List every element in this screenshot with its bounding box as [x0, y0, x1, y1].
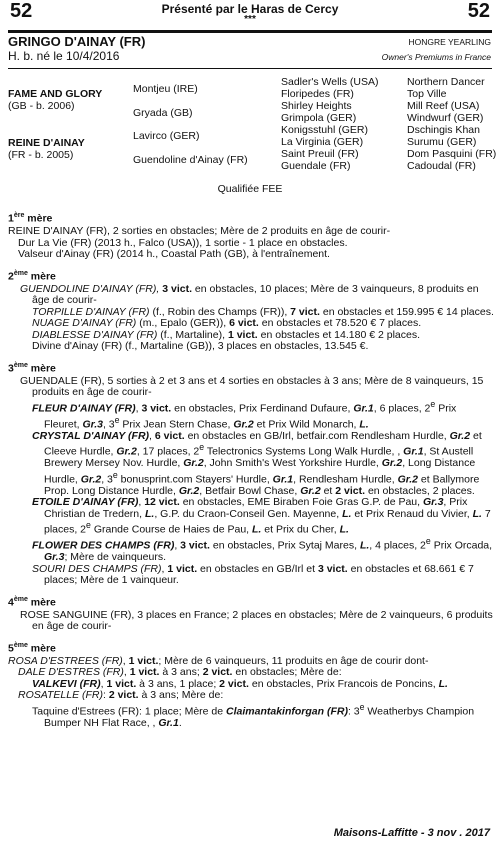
dam-record: ROSA D'ESTREES (FR), 1 vict.; Mère de 6 vainqueurs, 11 produits en âge de courir dont-: [8, 654, 429, 667]
gen4-item: Cadoudal (FR): [407, 160, 476, 172]
section-heading-1st-dam: 1ère mère: [8, 212, 53, 225]
gen4-item: Mill Reef (USA): [407, 100, 480, 112]
header-rule: [8, 68, 492, 69]
produce-record: Valseur d'Ainay (FR) (2014 h., Coastal Path (GB), à l'entraînement.: [18, 248, 330, 260]
sire-detail: (GB - b. 2006): [8, 100, 75, 112]
gen2-item: Lavirco (GER): [133, 130, 200, 142]
produce-record: CRYSTAL D'AINAY (FR), 6 vict. en obstacles en GB/Irl, betfair.com Rendlesham Hurdle, Gr.2 et Cleeve Hurdle, Gr.2, 17 places, 2e Telectronics Systems Long Walk Hurdle, , Gr.1, St Austell Brewery Mersey Nov. Hurdle, Gr.2, John Smith's West Yorkshire Hurdle, Gr.2, Long Distance Hurdle, Gr.2, 3e bonusprint.com Stayers' Hurdle, Gr.1, Rendlesham Hurdle, Gr.2 et Ballymore Prop. Long Distance Hurdle, Gr.2, Betfair Bowl Chase, Gr.2 et 2 vict. en obstacles, 2 places.: [32, 429, 482, 497]
top-rule: [8, 30, 492, 33]
produce-record: FLEUR D'AINAY (FR), 3 vict. en obstacles, Prix Ferdinand Dufaure, Gr.1, 6 places, 2e Prix Fleuret, Gr.3, 3e Prix Jean Stern Chase, Gr.2 et Prix Wild Monarch, L.: [32, 398, 457, 430]
dam-record: REINE D'AINAY (FR), 2 sorties en obstacles; Mère de 2 produits en âge de courir-: [8, 225, 391, 237]
section-heading-2nd-dam: 2ème mère: [8, 269, 56, 282]
horse-description: H. b. né le 10/4/2016: [8, 49, 120, 63]
gen4-item: Windwurf (GER): [407, 112, 484, 124]
gen3-item: Floripedes (FR): [281, 88, 354, 100]
dam-name: REINE D'AINAY: [8, 137, 85, 149]
family-records: [8, 203, 494, 729]
dam-record: GUENDOLINE D'AINAY (FR), 3 vict. en obstacles, 10 places; Mère de 3 vainqueurs, 8 produits en âge de courir-: [20, 282, 479, 306]
produce-record: SOURI DES CHAMPS (FR), 1 vict. en obstacles en GB/Irl et 3 vict. en obstacles et 68.661 € 7 places; Mère de 1 vainqueur.: [32, 562, 474, 586]
produce-record: DIABLESSE D'AINAY (FR) (f., Martaline), 1 vict. en obstacles et 14.180 € 2 places.: [32, 328, 420, 341]
gen4-item: Top Ville: [407, 88, 447, 100]
gen2-item: Gryada (GB): [133, 107, 193, 119]
gen4-item: Dom Pasquini (FR): [407, 148, 497, 160]
qualification: Qualifiée FEE: [217, 183, 283, 195]
stars: ***: [244, 14, 256, 25]
produce-record: VALKEVI (FR), 1 vict. à 3 ans, 1 place; 2 vict. en obstacles, Prix Francois de Poncins, L.: [32, 677, 448, 690]
gen3-item: Guendale (FR): [281, 160, 351, 172]
gen4-item: Northern Dancer: [407, 76, 485, 88]
gen3-item: Sadler's Wells (USA): [281, 76, 379, 88]
dam-record: GUENDALE (FR), 5 sorties à 2 et 3 ans et 4 sorties en obstacles à 3 ans; Mère de 8 vainqueurs, 15 produits en âge de courir-: [20, 374, 484, 398]
produce-record: FLOWER DES CHAMPS (FR), 3 vict. en obstacles, Prix Sytaj Mares, L., 4 places, 2e Prix Orcada, Gr.3; Mère de vainqueurs.: [32, 536, 493, 563]
gen3-item: Saint Preuil (FR): [281, 148, 359, 160]
dam-record: ROSE SANGUINE (FR), 3 places en France; 2 places en obstacles; Mère de 2 vainqueurs, 6 produits en âge de courir-: [20, 608, 493, 632]
gen2-item: Guendoline d'Ainay (FR): [133, 154, 248, 166]
gen2-item: Montjeu (IRE): [133, 83, 198, 95]
gen3-item: Konigsstuhl (GER): [281, 124, 368, 136]
produce-record: DALE D'ESTRES (FR), 1 vict. à 3 ans; 2 vict. en obstacles; Mère de:: [18, 666, 342, 678]
presented-by: Présenté par le Haras de Cercy: [161, 2, 339, 16]
produce-record: ETOILE D'AINAY (FR), 12 vict. en obstacles, EME Biraben Foie Gras G.P. de Pau, Gr.3, Prix Christian de Tredern, L., G.P. du Craon-Conseil Gen. Mayenne, L. et Prix Renaud du Vivier, L. 7 places, 2e Grande Course de Haies de Pau, L. et Prix du Cher, L.: [32, 496, 491, 536]
section-heading-4th-dam: 4ème mère: [8, 595, 56, 608]
gen3-item: Grimpola (GER): [281, 112, 357, 124]
produce-record: Dur La Vie (FR) (2013 h., Falco (USA)), 1 sortie - 1 place en obstacles.: [18, 236, 348, 249]
section-heading-5th-dam: 5ème mère: [8, 641, 56, 654]
gen3-item: Shirley Heights: [281, 100, 352, 112]
produce-record: TORPILLE D'AINAY (FR) (f., Robin des Champs (FR)), 7 vict. en obstacles et 159.995 € 14 places.: [32, 305, 494, 318]
produce-record: Divine d'Ainay (FR) (f., Martaline (GB)), 3 places en obstacles, 13.545 €.: [32, 340, 369, 352]
gen4-item: Surumu (GER): [407, 136, 477, 148]
section-heading-3rd-dam: 3ème mère: [8, 361, 56, 374]
sire-name: FAME AND GLORY: [8, 88, 103, 100]
gen3-item: La Virginia (GER): [281, 136, 364, 148]
lot-number-right: 52: [467, 0, 490, 22]
horse-name: GRINGO D'AINAY (FR): [8, 34, 146, 49]
produce-record: Taquine d'Estrees (FR): 1 place; Mère de Claimantakinforgan (FR): 3e Weatherbys Champion Bumper NH Flat Race, , Gr.1.: [32, 701, 475, 729]
lot-number-left: 52: [10, 0, 33, 22]
owner-premiums-label: Owner's Premiums in France: [381, 52, 491, 62]
produce-record: NUAGE D'AINAY (FR) (m., Epalo (GER)), 6 vict. en obstacles et 78.520 € 7 places.: [32, 317, 422, 329]
consignor-label: HONGRE YEARLING: [408, 37, 491, 47]
footer-venue-date: Maisons-Laffitte - 3 nov . 2017: [333, 827, 490, 839]
dam-detail: (FR - b. 2005): [8, 149, 74, 161]
produce-record: ROSATELLE (FR): 2 vict. à 3 ans; Mère de:: [18, 689, 224, 701]
gen4-item: Dschingis Khan: [407, 124, 480, 136]
